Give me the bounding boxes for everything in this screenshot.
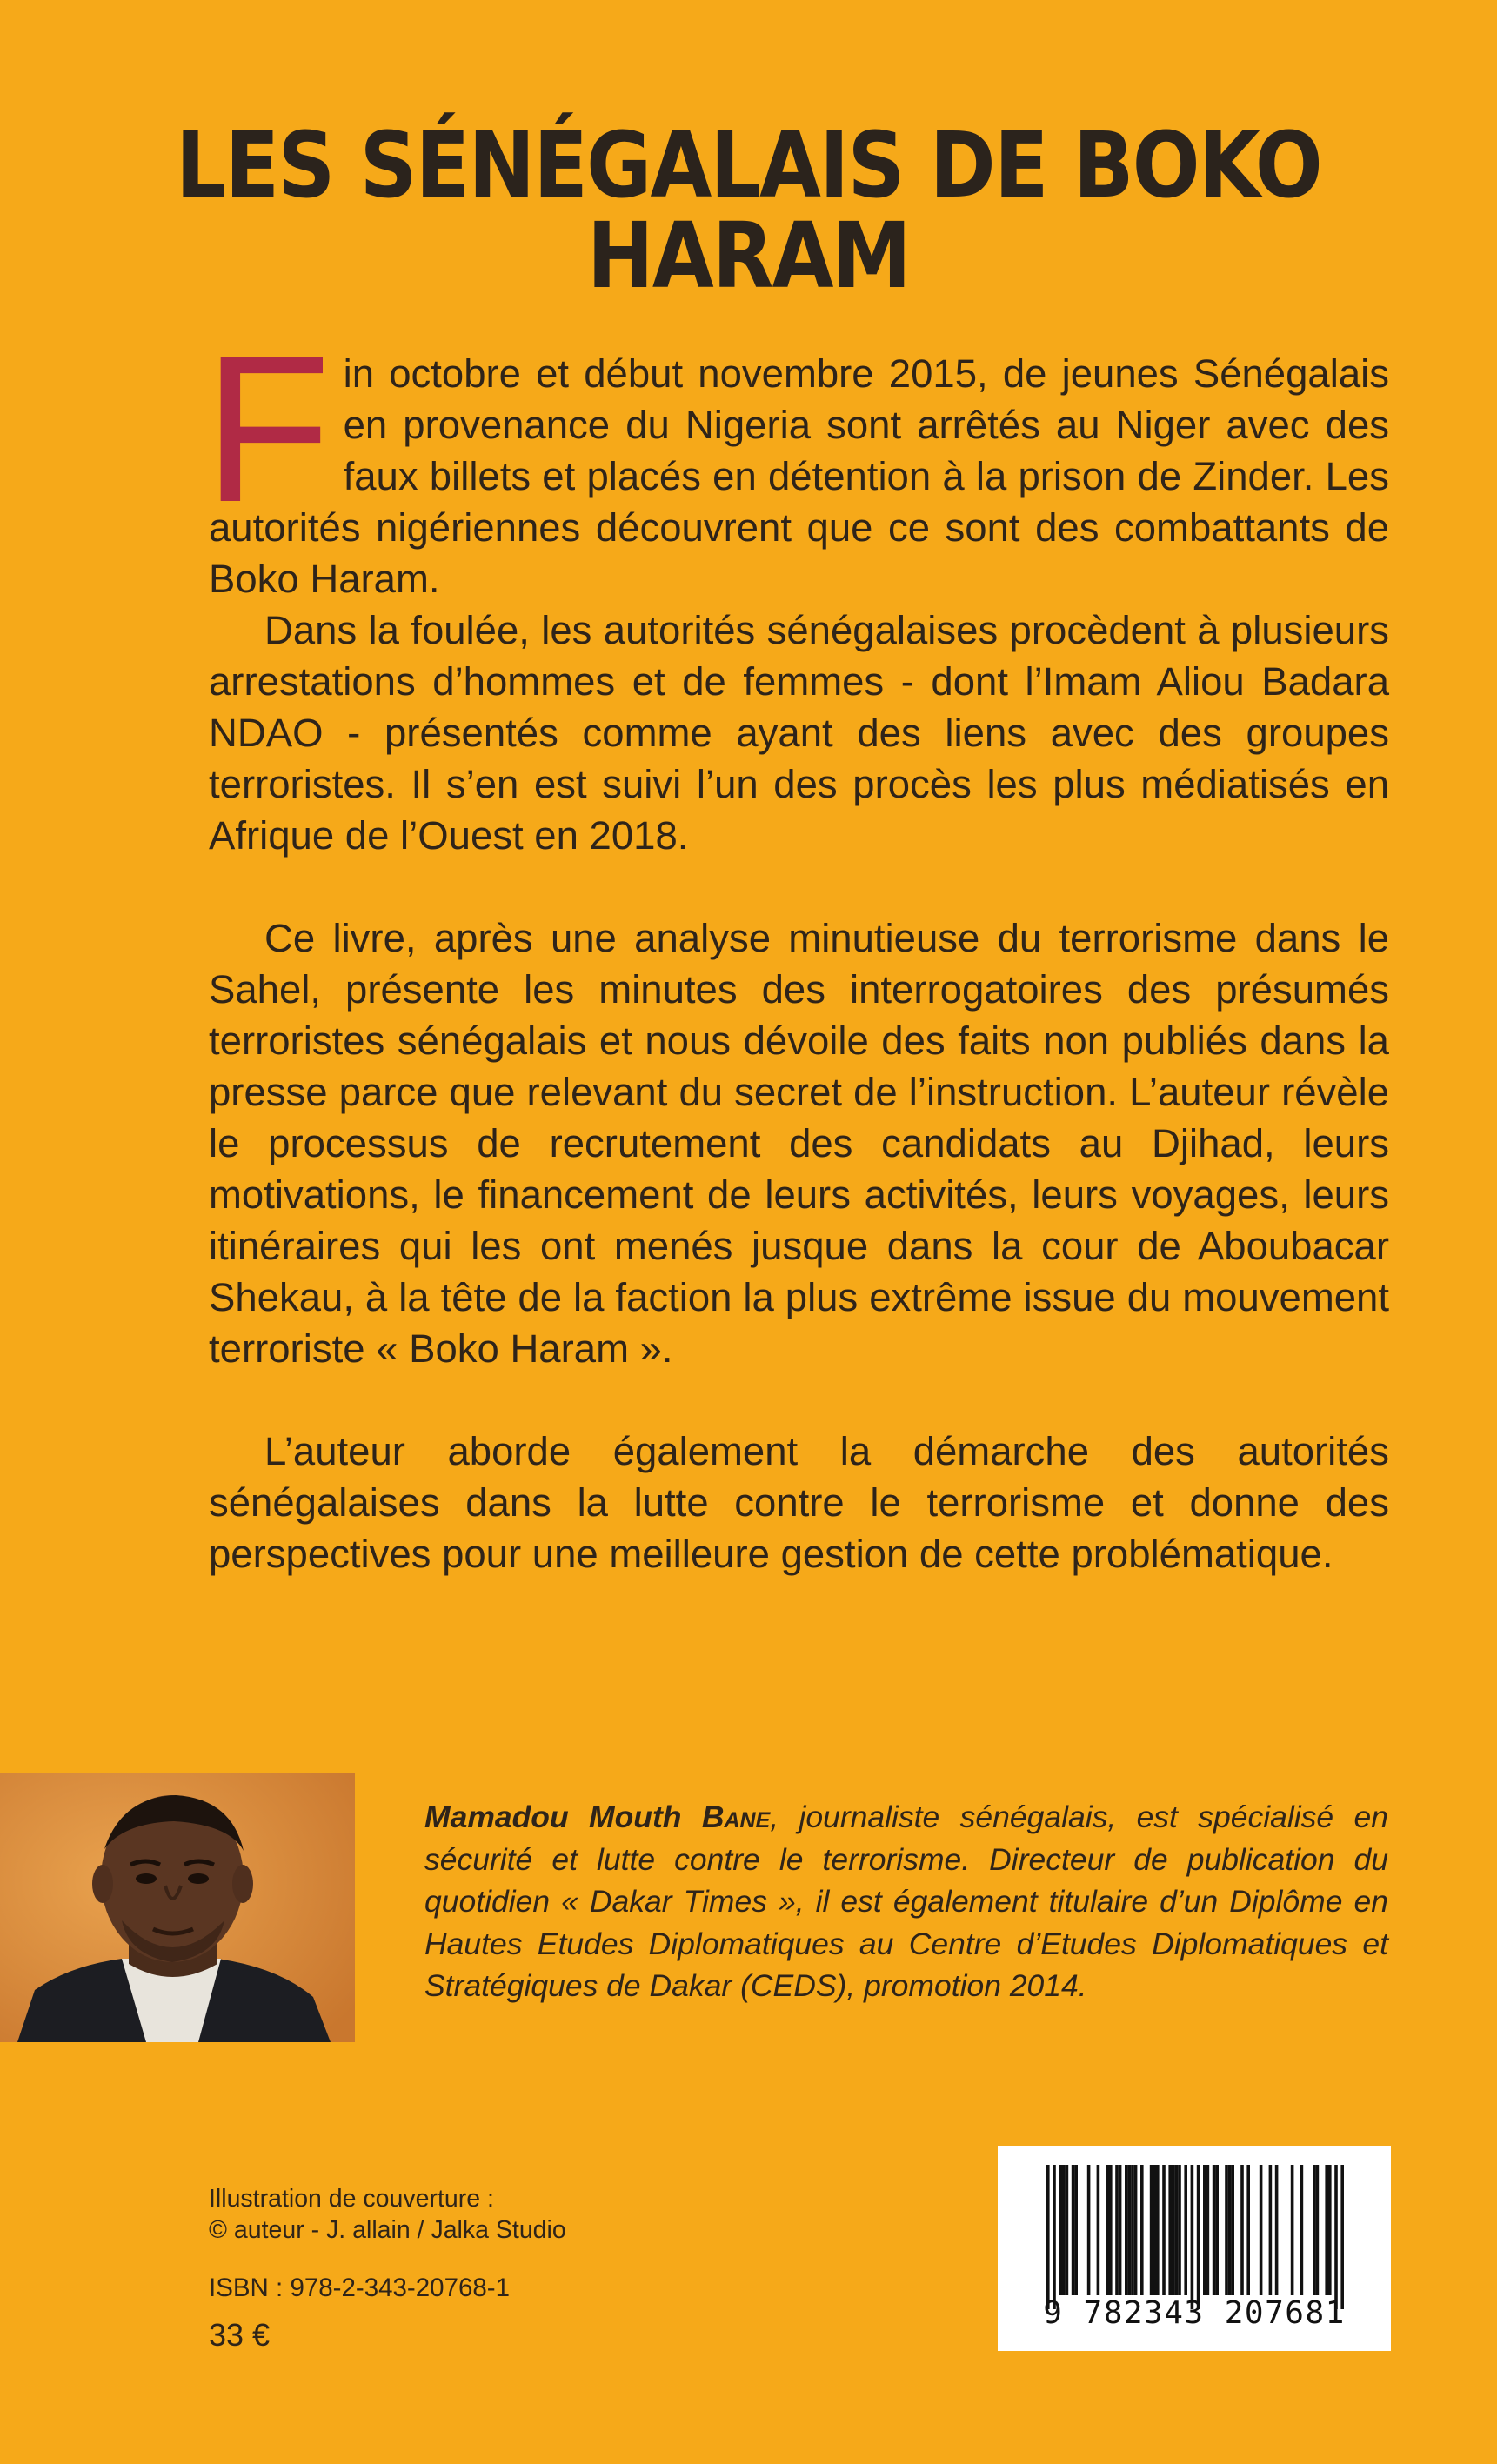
author-bio-text: , journaliste sénégalais, est spécialisé en sécurité et lutte contre le terrorisme. Directeur de publication du quotidien « Dakar Times », il est également titulaire d’un Diplôme en Hautes Etudes Diplomatiques au Centre d’Etudes Diplomatiques et Stratégiques de Dakar (CEDS), promotion 2014. bbox=[424, 1800, 1388, 2003]
barcode-bar bbox=[1153, 2165, 1156, 2295]
blurb-paragraph-2: Dans la foulée, les autorités sénégalaises procèdent à plusieurs arrestations d’hommes et de femmes - dont l’Imam Aliou Badara NDAO - présentés comme ayant des liens avec des groupes terroristes. Il s’en est suivi l’un des procès les plus médiatisés en Afrique de l’Ouest en 2018. bbox=[209, 608, 1389, 858]
barcode-bar bbox=[1184, 2165, 1187, 2295]
barcode-bar bbox=[1269, 2165, 1273, 2295]
author-name: Mamadou Mouth Bane bbox=[424, 1800, 771, 1834]
barcode-bar bbox=[1168, 2165, 1172, 2295]
barcode-bar bbox=[1328, 2165, 1332, 2295]
barcode-bar bbox=[1215, 2165, 1219, 2295]
barcode-bar bbox=[1119, 2165, 1122, 2295]
barcode-bar bbox=[1213, 2165, 1216, 2295]
cover-credits bbox=[209, 2183, 566, 2246]
barcode-bar bbox=[1134, 2165, 1138, 2295]
barcode-bar bbox=[1097, 2165, 1100, 2295]
author-photo bbox=[0, 1773, 355, 2042]
price: 33 € bbox=[209, 2317, 271, 2353]
barcode-bar bbox=[1109, 2165, 1113, 2295]
barcode-bar bbox=[1046, 2165, 1050, 2309]
book-title: LES SÉNÉGALAIS DE BOKO HARAM bbox=[176, 112, 1321, 309]
barcode-bar bbox=[1231, 2165, 1234, 2295]
barcode-bar bbox=[1156, 2165, 1160, 2295]
blurb-paragraph-3: Ce livre, après une analyse minutieuse du terrorisme dans le Sahel, présente les minutes des interrogatoires des présumés terroristes sénégalais et nous dévoile des faits non publiés dans la presse parce que relevant du secret de l’instruction. L’auteur révèle le processus de recrutement des candidats au Djihad, leurs motivations, le financement de leurs activités, leurs voyages, leurs itinéraires qui les ont menés jusque dans la cour de Aboubacar Shekau, à la tête de la faction la plus extrême issue du mouvement terroriste « Boko Haram ». bbox=[209, 916, 1389, 1371]
credits-line-1: Illustration de couverture : bbox=[209, 2185, 494, 2213]
barcode-bar bbox=[1340, 2165, 1344, 2309]
barcode-digits: 9 782343 207681 bbox=[1043, 2295, 1346, 2331]
barcode-bar bbox=[1066, 2165, 1069, 2295]
barcode-bar bbox=[1334, 2165, 1338, 2309]
barcode-bar bbox=[1172, 2165, 1175, 2295]
barcode-bar bbox=[1203, 2165, 1206, 2295]
barcode-bar bbox=[1059, 2165, 1062, 2295]
barcode-bar bbox=[1228, 2165, 1232, 2295]
barcode-bar bbox=[1325, 2165, 1328, 2295]
barcode-bar bbox=[1206, 2165, 1210, 2295]
barcode-bar bbox=[1313, 2165, 1316, 2295]
isbn: ISBN : 978-2-343-20768-1 bbox=[209, 2274, 511, 2302]
blurb-paragraph-1 bbox=[204, 312, 1389, 604]
author-bio bbox=[424, 1796, 1388, 2007]
blurb-paragraph-4: L’auteur aborde également la démarche des autorités sénégalaises dans la lutte contre le terrorisme et donne des perspectives pour une meilleure gestion de cette problématique. bbox=[209, 1429, 1389, 1576]
barcode-bar bbox=[1225, 2165, 1228, 2295]
barcode-bar bbox=[1162, 2165, 1166, 2295]
barcode-bar bbox=[1087, 2165, 1091, 2295]
barcode-bar bbox=[1175, 2165, 1179, 2295]
barcode-bar bbox=[1115, 2165, 1119, 2295]
blurb-paragraph-1-text: in octobre et début novembre 2015, de jeunes Sénégalais en provenance du Nigeria sont arrêtés au Niger avec des faux billets et placés en détention à la prison de Zinder. Les autorités nigériennes découvrent que ce sont des combattants de Boko Haram. bbox=[209, 351, 1389, 601]
barcode-bar bbox=[1140, 2165, 1144, 2295]
barcode-bar bbox=[1106, 2165, 1109, 2295]
barcode-bar bbox=[1074, 2165, 1078, 2295]
back-cover-blurb bbox=[204, 312, 1389, 1579]
barcode-bar bbox=[1062, 2165, 1066, 2295]
barcode-bar bbox=[1072, 2165, 1075, 2295]
barcode-bar bbox=[1246, 2165, 1250, 2295]
drop-cap: F bbox=[204, 312, 331, 545]
barcode-bar bbox=[1300, 2165, 1304, 2295]
barcode-bar bbox=[1316, 2165, 1320, 2295]
barcode-bar bbox=[1131, 2165, 1134, 2295]
barcode bbox=[998, 2146, 1391, 2351]
barcode-bar bbox=[1178, 2165, 1181, 2295]
barcode-bar bbox=[1197, 2165, 1200, 2309]
barcode-bar bbox=[1150, 2165, 1153, 2295]
barcode-bar bbox=[1125, 2165, 1128, 2295]
barcode-bar bbox=[1128, 2165, 1132, 2295]
barcode-bar bbox=[1240, 2165, 1244, 2295]
credits-line-2: © auteur - J. allain / Jalka Studio bbox=[209, 2216, 566, 2244]
barcode-bar bbox=[1291, 2165, 1294, 2295]
barcode-bar bbox=[1260, 2165, 1263, 2295]
barcode-bar bbox=[1275, 2165, 1279, 2295]
barcode-bar bbox=[1191, 2165, 1194, 2309]
barcode-bar bbox=[1053, 2165, 1056, 2309]
